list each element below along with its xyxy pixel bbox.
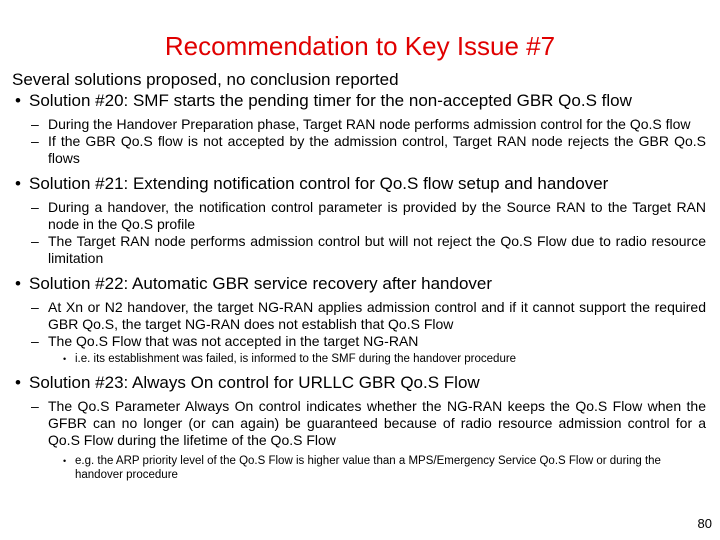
bullet-dash-icon: – (31, 133, 39, 149)
slide-body (12, 69, 706, 482)
bullet-dash-icon: – (31, 233, 39, 249)
solution-22-subpoint: • i.e. its establishment was failed, is informed to the SMF during the handover procedure (63, 353, 517, 365)
solution-21-point-1: – During a handover, the notification control parameter is provided by the Source RAN to the Target RAN node in the Qo.S profile (31, 199, 706, 232)
solution-21-heading: • Solution #21: Extending notification control for Qo.S flow setup and handover (15, 174, 609, 193)
page-number: 80 (697, 516, 712, 531)
bullet-dash-icon: – (31, 398, 39, 414)
solution-23-point-1: – The Qo.S Parameter Always On control indicates whether the NG-RAN keeps the Qo.S Flow when the GFBR can no longer (or can again) be guaranteed because of radio resource admission control for a Qo.S Flow during the lifetime of the Qo.S Flow (31, 398, 706, 448)
bullet-dash-icon: – (31, 333, 39, 349)
bullet-dot-icon: • (15, 174, 21, 193)
bullet-dot-icon: • (15, 373, 21, 392)
solution-23-subpoint: • e.g. the ARP priority level of the Qo.S Flow is higher value than a MPS/Emergency Service Qo.S Flow or during the handover procedure (63, 455, 661, 481)
solution-22-point-1: – At Xn or N2 handover, the target NG-RAN applies admission control and if it cannot support the required GBR Qo.S, the target NG-RAN does not establish that Qo.S Flow (31, 299, 706, 332)
solution-23-heading: • Solution #23: Always On control for URLLC GBR Qo.S Flow (15, 373, 480, 392)
solution-20-heading: • Solution #20: SMF starts the pending timer for the non-accepted GBR Qo.S flow (15, 91, 632, 110)
solution-21-point-2: – The Target RAN node performs admission control but will not reject the Qo.S Flow due to radio resource limitation (31, 233, 706, 266)
bullet-dash-icon: – (31, 116, 39, 132)
solution-22-point-2: – The Qo.S Flow that was not accepted in the target NG-RAN (31, 333, 419, 349)
bullet-dot-icon: • (15, 91, 21, 110)
slide-title: Recommendation to Key Issue #7 (164, 31, 556, 61)
solution-22-heading: • Solution #22: Automatic GBR service recovery after handover (15, 274, 493, 293)
bullet-dash-icon: – (31, 299, 39, 315)
bullet-dot-icon: • (15, 274, 21, 293)
intro-text: Several solutions proposed, no conclusion reported (12, 70, 399, 89)
bullet-dash-icon: – (31, 199, 39, 215)
bullet-small-dot-icon: • (63, 456, 67, 466)
solution-20-point-1: – During the Handover Preparation phase, Target RAN node performs admission control for the Qo.S flow (31, 116, 691, 132)
solution-20-point-2: – If the GBR Qo.S flow is not accepted by the admission control, Target RAN node rejects the GBR Qo.S flows (31, 133, 706, 166)
bullet-small-dot-icon: • (63, 354, 67, 364)
